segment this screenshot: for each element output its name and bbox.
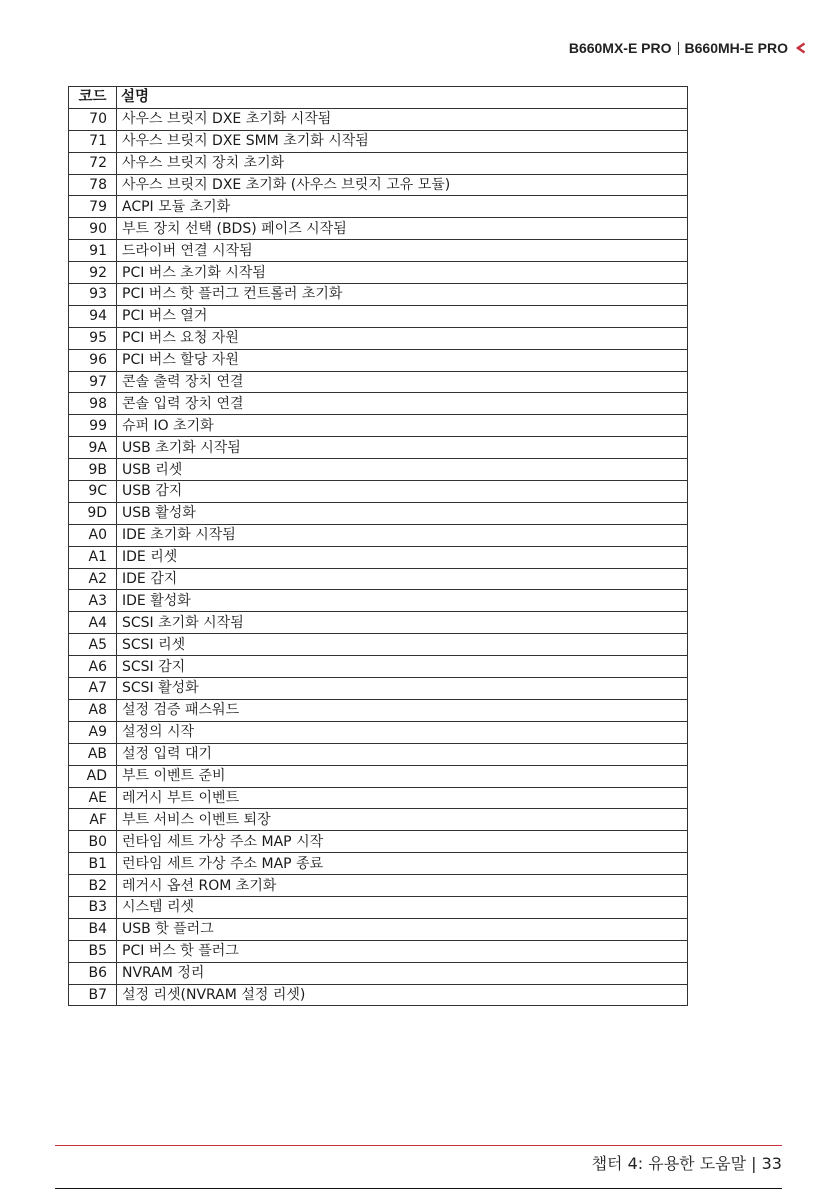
post-code-cell: AF: [69, 809, 117, 831]
table-row: [69, 284, 688, 306]
table-row: [69, 459, 688, 481]
table-row: [69, 240, 688, 262]
post-code-cell: A0: [69, 524, 117, 546]
header-divider: [678, 42, 679, 55]
post-code-cell: B2: [69, 875, 117, 897]
post-code-cell: B3: [69, 896, 117, 918]
page-header: [569, 40, 806, 56]
post-code-cell: A7: [69, 678, 117, 700]
post-code-cell: 9C: [69, 481, 117, 503]
post-code-cell: B7: [69, 984, 117, 1006]
description-cell: 런타임 세트 가상 주소 MAP 종료: [117, 853, 688, 875]
table-row: [69, 174, 688, 196]
post-code-cell: 99: [69, 415, 117, 437]
post-code-cell: A4: [69, 612, 117, 634]
description-cell: PCI 버스 요청 자원: [117, 327, 688, 349]
table-row: [69, 678, 688, 700]
description-cell: IDE 초기화 시작됨: [117, 524, 688, 546]
post-code-table: [68, 86, 688, 1006]
description-cell: 부트 서비스 이벤트 퇴장: [117, 809, 688, 831]
post-code-cell: A2: [69, 568, 117, 590]
table-row: [69, 371, 688, 393]
description-cell: IDE 리셋: [117, 546, 688, 568]
post-code-cell: 98: [69, 393, 117, 415]
table-row: [69, 349, 688, 371]
table-row: [69, 152, 688, 174]
description-cell: 슈퍼 IO 초기화: [117, 415, 688, 437]
description-cell: 설정 검증 패스워드: [117, 699, 688, 721]
table-body: [69, 108, 688, 1006]
description-cell: USB 리셋: [117, 459, 688, 481]
table-row: [69, 524, 688, 546]
table-row: [69, 721, 688, 743]
table-row: [69, 940, 688, 962]
post-code-cell: 9B: [69, 459, 117, 481]
description-cell: IDE 감지: [117, 568, 688, 590]
table-row: [69, 875, 688, 897]
table-row: [69, 787, 688, 809]
description-cell: 시스템 리셋: [117, 896, 688, 918]
table-row: [69, 437, 688, 459]
post-code-cell: 91: [69, 240, 117, 262]
post-code-cell: 78: [69, 174, 117, 196]
post-code-cell: 95: [69, 327, 117, 349]
table-row: [69, 656, 688, 678]
post-code-cell: 72: [69, 152, 117, 174]
description-cell: 부트 장치 선택 (BDS) 페이즈 시작됨: [117, 218, 688, 240]
post-code-cell: 70: [69, 108, 117, 130]
post-code-cell: 93: [69, 284, 117, 306]
description-cell: 콘솔 입력 장치 연결: [117, 393, 688, 415]
post-code-cell: 9D: [69, 502, 117, 524]
description-cell: SCSI 활성화: [117, 678, 688, 700]
table-row: [69, 262, 688, 284]
table-row: [69, 634, 688, 656]
description-cell: 설정 입력 대기: [117, 743, 688, 765]
table-row: [69, 853, 688, 875]
table-row: [69, 590, 688, 612]
description-cell: PCI 버스 할당 자원: [117, 349, 688, 371]
post-code-cell: B6: [69, 962, 117, 984]
description-cell: SCSI 초기화 시작됨: [117, 612, 688, 634]
post-code-cell: A8: [69, 699, 117, 721]
post-code-cell: 96: [69, 349, 117, 371]
post-code-cell: 90: [69, 218, 117, 240]
post-code-cell: A9: [69, 721, 117, 743]
description-cell: ACPI 모듈 초기화: [117, 196, 688, 218]
description-cell: PCI 버스 열거: [117, 305, 688, 327]
description-cell: 사우스 브릿지 장치 초기화: [117, 152, 688, 174]
post-code-cell: 71: [69, 130, 117, 152]
post-code-cell: 94: [69, 305, 117, 327]
table-row: [69, 305, 688, 327]
post-code-cell: B5: [69, 940, 117, 962]
table-row: [69, 962, 688, 984]
footer-page-label: 챕터 4: 유용한 도움말 | 33: [591, 1154, 782, 1173]
post-code-cell: A6: [69, 656, 117, 678]
table-row: [69, 546, 688, 568]
description-cell: 드라이버 연결 시작됨: [117, 240, 688, 262]
description-cell: USB 핫 플러그: [117, 918, 688, 940]
post-code-cell: A5: [69, 634, 117, 656]
description-cell: 콘솔 출력 장치 연결: [117, 371, 688, 393]
post-code-cell: A3: [69, 590, 117, 612]
table-row: [69, 612, 688, 634]
table-row: [69, 568, 688, 590]
column-header-code: 코드: [69, 87, 117, 109]
description-cell: USB 감지: [117, 481, 688, 503]
description-cell: 사우스 브릿지 DXE SMM 초기화 시작됨: [117, 130, 688, 152]
description-cell: 레거시 옵션 ROM 초기화: [117, 875, 688, 897]
description-cell: 런타임 세트 가상 주소 MAP 시작: [117, 831, 688, 853]
description-cell: PCI 버스 핫 플러그 컨트롤러 초기화: [117, 284, 688, 306]
table-row: [69, 984, 688, 1006]
description-cell: IDE 활성화: [117, 590, 688, 612]
table-row: [69, 196, 688, 218]
post-code-cell: AD: [69, 765, 117, 787]
table-row: [69, 896, 688, 918]
description-cell: 설정 리셋(NVRAM 설정 리셋): [117, 984, 688, 1006]
table-row: [69, 918, 688, 940]
column-header-description: 설명: [117, 87, 688, 109]
table-row: [69, 481, 688, 503]
description-cell: 사우스 브릿지 DXE 초기화 (사우스 브릿지 고유 모듈): [117, 174, 688, 196]
table-row: [69, 699, 688, 721]
post-code-cell: 79: [69, 196, 117, 218]
table-row: [69, 831, 688, 853]
table-row: [69, 108, 688, 130]
model-name-primary: B660MX-E PRO: [568, 40, 672, 56]
post-code-cell: A1: [69, 546, 117, 568]
description-cell: 레거시 부트 이벤트: [117, 787, 688, 809]
description-cell: 설정의 시작: [117, 721, 688, 743]
footer-divider-top: [55, 1145, 782, 1146]
table-row: [69, 218, 688, 240]
description-cell: SCSI 리셋: [117, 634, 688, 656]
table-row: [69, 327, 688, 349]
table-row: [69, 415, 688, 437]
model-name-secondary: B660MH-E PRO: [684, 40, 788, 56]
footer-divider-bottom: [55, 1188, 782, 1189]
description-cell: PCI 버스 초기화 시작됨: [117, 262, 688, 284]
table-row: [69, 765, 688, 787]
description-cell: 사우스 브릿지 DXE 초기화 시작됨: [117, 108, 688, 130]
post-code-cell: 9A: [69, 437, 117, 459]
table-header-row: [69, 87, 688, 109]
description-cell: USB 초기화 시작됨: [117, 437, 688, 459]
description-cell: USB 활성화: [117, 502, 688, 524]
table-row: [69, 393, 688, 415]
post-code-cell: AE: [69, 787, 117, 809]
table-row: [69, 743, 688, 765]
post-code-cell: B4: [69, 918, 117, 940]
chevron-left-icon: [796, 42, 806, 54]
post-code-cell: 97: [69, 371, 117, 393]
post-code-cell: B0: [69, 831, 117, 853]
post-code-cell: AB: [69, 743, 117, 765]
table-row: [69, 809, 688, 831]
description-cell: 부트 이벤트 준비: [117, 765, 688, 787]
description-cell: SCSI 감지: [117, 656, 688, 678]
table-row: [69, 130, 688, 152]
post-code-cell: B1: [69, 853, 117, 875]
post-code-cell: 92: [69, 262, 117, 284]
description-cell: NVRAM 정리: [117, 962, 688, 984]
description-cell: PCI 버스 핫 플러그: [117, 940, 688, 962]
table-row: [69, 502, 688, 524]
